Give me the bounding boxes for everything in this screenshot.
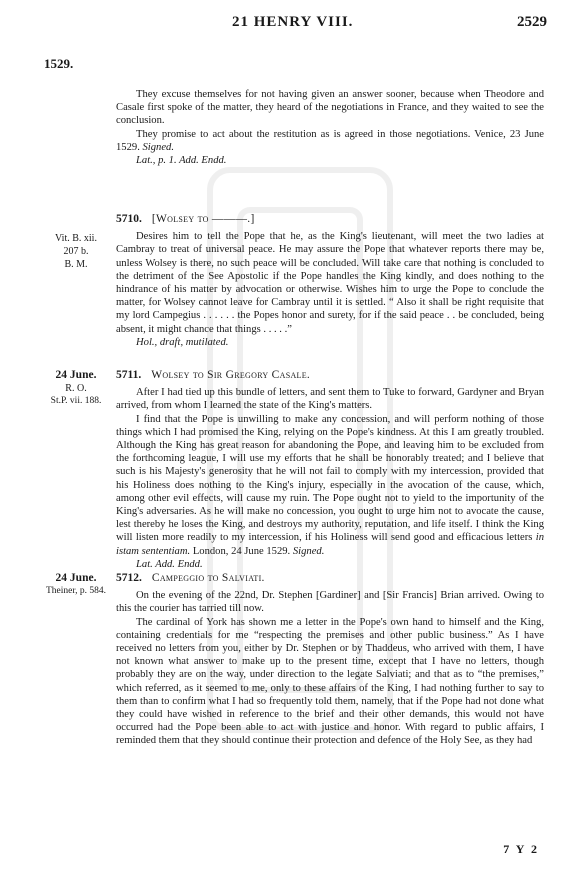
paragraph: I find that the Pope is unwilling to make any concession, and will perform nothing of those things which I had promised the King, relying on the Pope's kindness. At this I am greatly troubled. Although the King has great reason for abandoning the Pope, and leaving him to be excluded from the forthcoming league, I will use my efforts that he shall be honorably treated; and I believe that such is his Majesty's generosity that he will not fail to comply with my intercession, provided that his Holiness does nothing to the King's injury, especially in the avocation of the cause, which, among other evil effects, will cause my ruin. The Pope ought not to yield to the importunity of the King's adversaries. As he will make no concession, you ought to urge him not to avocate the cause, lest thereby he loses the King, and destroys my authority, reputation, and life itself. I think the King will listen more readily to my intercession, if his Holiness will send good and efficacious letters in istam sententiam. London, 24 June 1529. Signed. xyxy=(116,413,544,557)
entry-number: 5710. xyxy=(116,213,142,225)
margin-ref-5711 xyxy=(40,369,112,408)
signed-note: Signed. xyxy=(142,141,174,153)
margin-ref-5712 xyxy=(40,572,112,598)
margin-ref-line: R. O. xyxy=(65,383,87,394)
page-header xyxy=(0,14,567,34)
latin-phrase: in istam sententiam. xyxy=(116,532,544,557)
entry-heading xyxy=(116,213,544,226)
entry-heading xyxy=(116,369,544,382)
signature-mark: 7 Y 2 xyxy=(503,842,539,856)
signed-note: Signed. xyxy=(292,545,325,557)
entry-5711 xyxy=(116,369,544,571)
page-number: 2529 xyxy=(517,14,547,30)
entry-title: Campeggio to Salviati. xyxy=(151,572,265,584)
entry-5710 xyxy=(116,213,544,349)
entry-prev-continuation xyxy=(116,88,544,167)
margin-date: 24 June. xyxy=(55,369,97,381)
margin-ref-line: Vit. B. xii. xyxy=(55,233,97,244)
paragraph: After I had tied up this bundle of letters, and sent them to Tuke to forward, Gardyner and Bryan arrived, from whom I learned the state of the King's matters. xyxy=(116,387,544,412)
margin-year: 1529. xyxy=(44,56,74,71)
margin-date: 24 June. xyxy=(55,572,97,584)
entry-meta: Hol., draft, mutilated. xyxy=(136,336,229,348)
margin-ref-5710 xyxy=(40,232,112,271)
margin-ref-line: 207 b. xyxy=(63,246,89,257)
margin-ref-line: Theiner, p. 584. xyxy=(45,586,107,596)
entry-title: Wolsey to Sir Gregory Casale. xyxy=(151,369,311,381)
paragraph: The cardinal of York has shown me a letter in the Pope's own hand to himself and the King, containing credentials for me “respecting the premises and other public business.” As I have received no letters from you, either by Dr. Stephen or by Thaddeus, who arrived with them, I have not known what answer to make up to the present time, except that I have no letters, though probably they are on the way, under direction to the legate Salviati; and that as to “the premises,” which referred, as it seemed to me, only to these affairs of the King, I had nothing further to say to them than to confirm what I had so frequently told them, namely, that if the Pope had not done what they could have wished in reference to the brief and their other demands, this would not have occurred had the Pope been able to act with justice and honor. With regard to public affairs, I reminded them that they should continue their protection and defence of the Holy See, as they had xyxy=(116,616,544,747)
paragraph: They promise to act about the restitution as is agreed in those negotiations. Venice, 23 June 1529. Signed. xyxy=(116,128,544,153)
entry-meta: Lat. Add. Endd. xyxy=(136,558,203,570)
entry-meta: Lat., p. 1. Add. Endd. xyxy=(136,155,227,167)
entry-number: 5712. xyxy=(116,572,142,584)
running-title: 21 HENRY VIII. xyxy=(232,14,354,30)
entry-heading xyxy=(116,572,544,585)
margin-ref-line: B. M. xyxy=(64,259,88,270)
entry-number: 5711. xyxy=(116,369,142,381)
paragraph: Desires him to tell the Pope that he, as the King's lieutenant, will meet the two ladies at Cambray to treat of universal peace. He may assure the Pope that whatever reports there may be, unless Wolsey is there, no such peace will be concluded. Will take care that nothing is concluded to the detriment of the See Apostolic if the Pope handles the King kindly, and does nothing to the hindrance of his matter by advocation or otherwise. Wishes him to urge the Pope to conclude the matter, for Wolsey cannot leave for Cambray until it is settled. “ Also it shall be right requisite that my lord Campegius . . . . . . the Popes honor and surety, for if the said peace . . be concluded, being absent, it might chance that things . . . . .” xyxy=(116,231,544,335)
margin-ref-line: St.P. vii. 188. xyxy=(50,396,102,406)
entry-title: [Wolsey to ———.] xyxy=(151,213,255,225)
paragraph: On the evening of the 22nd, Dr. Stephen [Gardiner] and [Sir Francis] Brian arrived. Owing to this the courier has tarried till now. xyxy=(116,590,544,615)
paragraph: They excuse themselves for not having given an answer sooner, because when Theodore and Casale first spoke of the matter, they heard of the negotiations in France, and they waited to see the conclusion. xyxy=(116,89,544,127)
entry-5712 xyxy=(116,572,544,748)
